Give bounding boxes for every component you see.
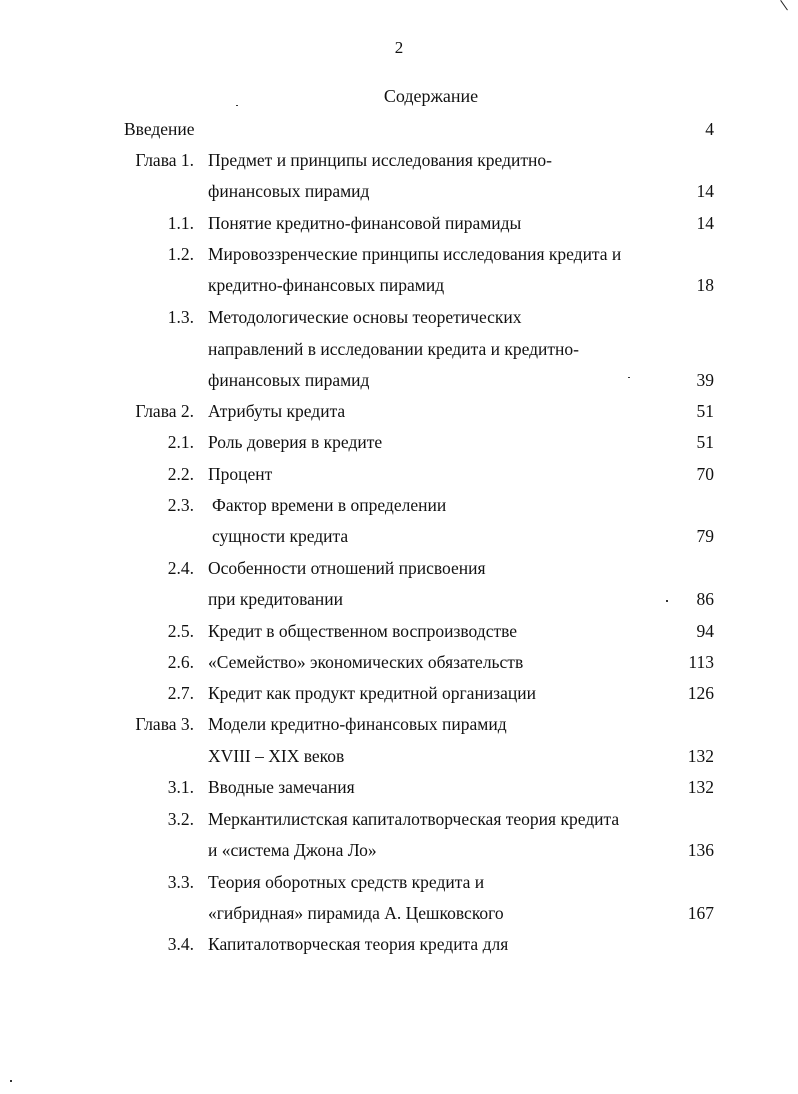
toc-entry-number: 2.1. — [167, 432, 194, 452]
toc-entry-text: Модели кредитно-финансовых пирамид — [208, 714, 507, 734]
toc-line — [0, 618, 798, 644]
toc-entry-text: XVIII – XIX веков — [208, 746, 345, 766]
toc-entry-number: 1.2. — [167, 244, 194, 264]
toc-entry-page: 14 — [696, 181, 714, 201]
toc-entry-number: Глава 3. — [135, 714, 194, 734]
toc-entry-text: Атрибуты кредита — [208, 401, 346, 421]
toc-line — [0, 586, 798, 612]
toc-entry-text: Понятие кредитно-финансовой пирамиды — [208, 213, 522, 233]
toc-line — [0, 523, 798, 549]
toc-entry-text: Теория оборотных средств кредита и — [208, 872, 485, 892]
toc-entry-text: Фактор времени в определении — [212, 495, 447, 515]
toc-line — [0, 869, 798, 895]
toc-entry-text: Особенности отношений присвоения — [208, 558, 486, 578]
toc-line — [0, 398, 798, 424]
toc-entry-number: 2.6. — [167, 652, 194, 672]
toc-line — [0, 147, 798, 173]
toc-line — [0, 649, 798, 675]
toc-entry-page: 70 — [696, 464, 714, 484]
toc-line — [0, 492, 798, 518]
toc-line — [0, 367, 798, 393]
toc-line — [0, 461, 798, 487]
toc-entry-number: 2.7. — [167, 683, 194, 703]
scan-speck — [628, 377, 630, 378]
toc-entry-text: Мировоззренческие принципы исследования кредита и — [208, 244, 622, 264]
toc-entry-number: 2.3. — [167, 495, 194, 515]
toc-entry-text: Меркантилистская капиталотворческая теория кредита — [208, 809, 620, 829]
toc-entry-page: 132 — [687, 746, 714, 766]
toc-line — [0, 837, 798, 863]
toc-entry-text: направлений в исследовании кредита и кредитно- — [208, 339, 579, 359]
toc-line — [0, 743, 798, 769]
toc-entry-page: 79 — [696, 526, 714, 546]
toc-entry-number: 2.5. — [167, 621, 194, 641]
scan-speck — [666, 600, 668, 602]
toc-line — [0, 680, 798, 706]
toc-entry-text: кредитно-финансовых пирамид — [208, 275, 445, 295]
toc-entry-page: 86 — [696, 589, 714, 609]
toc-line — [0, 555, 798, 581]
toc-line — [0, 900, 798, 926]
toc-entry-page: 18 — [696, 275, 714, 295]
toc-entry-text: сущности кредита — [212, 526, 349, 546]
toc-entry-number: 1.3. — [167, 307, 194, 327]
toc-line — [0, 931, 798, 957]
scan-speck — [10, 1080, 12, 1082]
toc-entry-page: 39 — [696, 370, 714, 390]
toc-line — [0, 429, 798, 455]
toc-entry-number: Глава 2. — [135, 401, 194, 421]
toc-line — [0, 116, 798, 142]
toc-title: Содержание — [383, 86, 479, 106]
toc-entry-page: 14 — [696, 213, 714, 233]
toc-line — [0, 336, 798, 362]
toc-entry-page: 51 — [696, 432, 714, 452]
toc-entry-page: 113 — [688, 652, 714, 672]
toc-entry-page: 51 — [696, 401, 714, 421]
toc-entry-text: Кредит в общественном воспроизводстве — [208, 621, 518, 641]
toc-entry-number: 3.3. — [167, 872, 194, 892]
page-number: 2 — [394, 38, 404, 57]
toc-entry-text: Вводные замечания — [208, 777, 355, 797]
toc-line — [0, 711, 798, 737]
toc-entry-text: и «система Джона Ло» — [208, 840, 377, 860]
toc-entry-text: Введение — [124, 119, 195, 139]
toc-entry-text: «гибридная» пирамида А. Цешковского — [208, 903, 504, 923]
toc-entry-text: Кредит как продукт кредитной организации — [208, 683, 536, 703]
toc-line — [0, 806, 798, 832]
toc-line — [0, 272, 798, 298]
toc-entry-number: 3.2. — [167, 809, 194, 829]
scan-speck — [236, 105, 238, 106]
toc-entry-page: 4 — [705, 119, 714, 139]
toc-entry-number: 3.4. — [167, 934, 194, 954]
toc-entry-text: Капиталотворческая теория кредита для — [208, 934, 509, 954]
toc-entry-page: 132 — [687, 777, 714, 797]
toc-entry-page: 167 — [687, 903, 714, 923]
toc-entry-text: «Семейство» экономических обязательств — [208, 652, 524, 672]
toc-line — [0, 178, 798, 204]
toc-entry-text: Процент — [208, 464, 273, 484]
toc-entry-text: Предмет и принципы исследования кредитно- — [208, 150, 552, 170]
toc-entry-number: 3.1. — [167, 777, 194, 797]
toc-entry-page: 136 — [687, 840, 714, 860]
toc-entry-text: Методологические основы теоретических — [208, 307, 522, 327]
toc-line — [0, 774, 798, 800]
toc-entry-text: Роль доверия в кредите — [208, 432, 383, 452]
toc-entry-number: 2.4. — [167, 558, 194, 578]
toc-line — [0, 304, 798, 330]
toc-entry-number: Глава 1. — [135, 150, 194, 170]
toc-line — [0, 210, 798, 236]
toc-entry-text: финансовых пирамид — [208, 370, 370, 390]
toc-entry-page: 94 — [696, 621, 714, 641]
toc-entry-number: 2.2. — [167, 464, 194, 484]
toc-entry-text: финансовых пирамид — [208, 181, 370, 201]
toc-entry-text: при кредитовании — [208, 589, 343, 609]
scan-corner-mark — [780, 0, 788, 10]
toc-entry-number: 1.1. — [167, 213, 194, 233]
toc-line — [0, 241, 798, 267]
toc-entry-page: 126 — [687, 683, 714, 703]
